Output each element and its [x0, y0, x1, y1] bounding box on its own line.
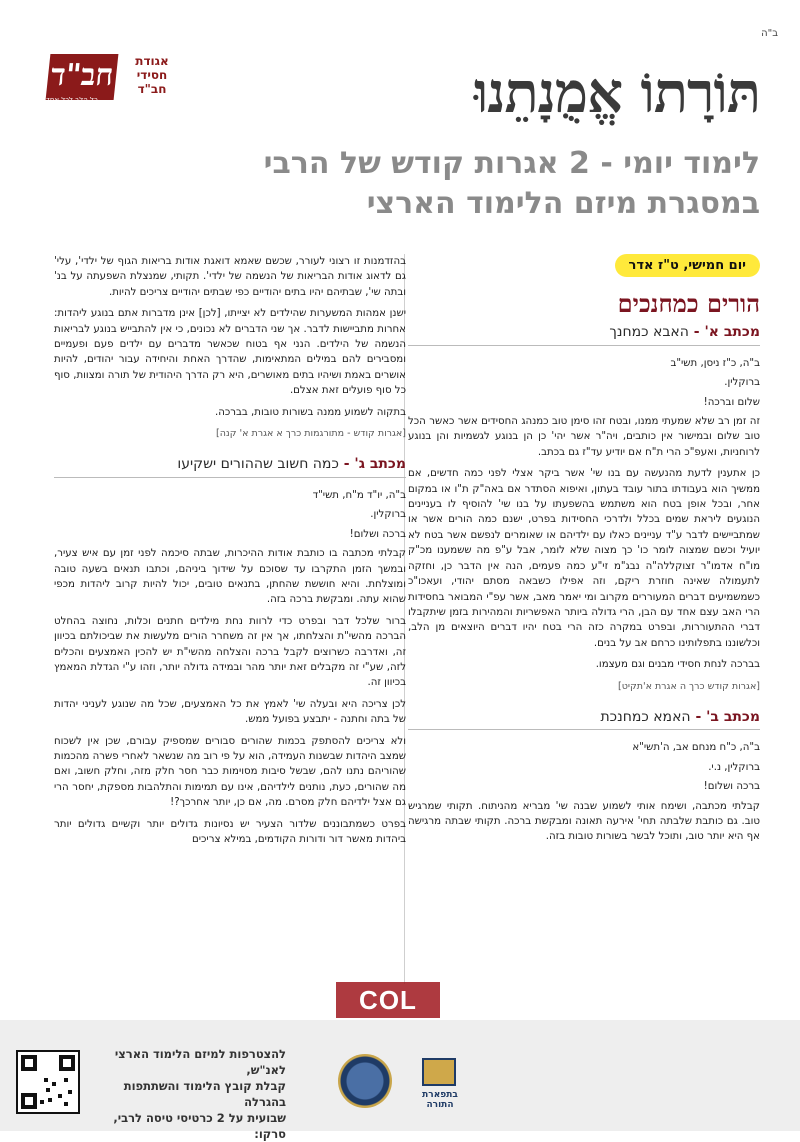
logo-slogan: כל הלב לכל אחד [46, 96, 98, 104]
logo-mark: חב"ד [46, 54, 119, 100]
torah-institute-logo-icon [408, 1052, 472, 1110]
letter-a-date: ב"ה, כ"ז ניסן, תשי"ב [670, 357, 760, 369]
letter-b-paragraph: קבלתי מכתבה, ושימח אותי לשמוע שבנה שי' מבריא מהניתוח. תקותי שמרגיש טוב. גם כותבת שלבתה תחי' אירעה תאונה ומבקשת ברכה. תקותי שבתה מרגישה אף היא יותר טוב, ותוכל לבשר בשורות טובות בזה. [408, 800, 760, 843]
letter-b-date: ב"ה, כ"ח מנחם אב, ה'תשי"א [632, 742, 760, 754]
left-column [54, 254, 406, 853]
seal-label: בתפארת התורה [422, 1090, 458, 1110]
letter-c-greeting: ברכה ושלום! [349, 528, 406, 540]
letter-a-paragraph: כן אתענין לדעת מהנעשה עם בנו שי' אשר ביקר אצלי לפני כמה חדשים, אם ממשיך הוא בעבודתו בתור עובד בעתון, ואיפוא הסתדר אם באה"ק ת"ו או במקום אחר, ובכל אופן בטח הוא משתמש בהשפעתו על בנו שי' להוסיף לו בעניינים הנוגעים ליראת שמים בכלל ולדרכי החסידות בפרט, ישנם כמה הורים אשר או שמתביישים לדבר ע"ד עניינים כאלו עם ילדיהם או שאומרים לנפשם אשר בטח לא יועיל וכשם שמצוה לומר כו' כך מצוה שלא לומר, אבל ע"פ מה ששמענו מכ"ק מו"ח אדמו"ר זצוקללה"ה נבג"מ זי"ע כמה פעמים, הנה אין הדבר כן, וחזקה לתעמולה שאינה חוזרת ריקם, וזה אפילו כשבאה מסתם יהודי, ועאכו"כ כשמשמיעים דברים המעוררים מקרוב ומי יאמר מאב, אשר עפ"י המבואר בחסידות הרי האב עצם אחד עם הבן, הרי גדולה ביותר האפשריות והמהירות בזמן שיתקבלו דברי ההתעוררות, ובפרט במקרה כזה הרי בטח יהיו דברים היוצאים מן הלב, וכלשוננו בתפלותינו כרחם אב על בנים. [408, 468, 760, 649]
letter-a-place: ברוקלין. [724, 377, 760, 389]
letter-b-continued-paragraph: בהזדמנות זו רצוני לעורר, שכשם שאמא דואגת אודות בריאות הגוף של ילדי', עלי' גם לדאוג אודות הבריאות של הנשמה של ילדי'. תקותי, שמנצלת השפעתה על בנ' ובתה שי', שבתיהם יהיו בתים יהודיים כפי שבתים יהודיים צריכים להיות. [54, 256, 406, 298]
letter-c-paragraph: לכן צריכה היא ובעלה שי' לאמץ את כל האמצעים, שכל מה שנוגע לעניני יהדות של בתה וחתנה - יתבצע בפועל ממש. [54, 698, 406, 726]
logo-org-name: אגודת חסידי חב"ד [135, 54, 169, 96]
letter-a-paragraph: זה זמן רב שלא שמעתי ממנו, ובטח זהו סימן טוב כמנהג החסידים אשר כאשר הכל טוב שלום ובמישור אין כותבים, ויה"ר אשר יהי' כן הן בנוגע לגשמיות והן בנוגע לרוחניות, ואעפ"כ הרי ת"ח אם יודיע עד"ז גם בכתב. [408, 416, 760, 458]
bh-mark: ב"ה [761, 28, 778, 39]
letter-c-heading [54, 457, 406, 477]
letter-b-heading [408, 710, 760, 730]
subtitle-line-1: לימוד יומי - 2 אגרות קודש של הרבי [263, 146, 760, 181]
letter-c-paragraph: ולא צריכים להסתפק בכמות שהורים סבורים שמספיק עבורם, שכן אין לשכוח שמצב היהדות שבשנות העמידה, הוא על פי רוב מה שנשאר לאחרי פשרה מהכמות שהוריהם נתנו להם, שבשל סיבות מסוימות כבר חסר חלק מזה, וחלק חשוב, ואם מה שהורים, כעת, נותנים לילדיהם, אינו עם תמימות והתלהבות מספקת, יחסר הרי גם אצל ילדיהם חלק מסרם. מה, אם כן, יותר אחרכך?! [54, 735, 406, 809]
letter-b-greeting: ברכה ושלום! [703, 781, 760, 793]
footer-line-3: שבועית על 2 כרטיסי טיסה לרבי, סרקו: [113, 1111, 286, 1141]
letter-b-place: ברוקלין, נ.י. [708, 761, 760, 773]
letter-a-greeting: שלום וברכה! [703, 396, 760, 408]
letter-c-paragraph: בפרט כשמתבוננים שלדור הצעיר יש נסיונות גדולים יותר וקשיים גדולים יותר ביהדות מאשר דור ודורות הקודמים, במילא צריכים [54, 818, 406, 845]
letter-c-paragraph: קבלתי מכתבה בו כותבת אודות ההיכרות, שבתה סיכמה לפני זמן עם איש צעיר, ובמשך הזמן התקרבו עד שסוכם על שידוך ביניהם, וכתבו תנאים בשעה טובה ומוצלחת. והיא חוששת שהחתן, בתנאים טובים, יכול להיות קרוב ליהדות מכפי שהוא עתה. ומבקשת ברכה בזה. [54, 548, 406, 606]
subtitle-line-2: במסגרת מיזם הלימוד הארצי [366, 186, 760, 221]
col-watermark: COL [336, 982, 440, 1018]
letter-a-label: מכתב א' - [688, 324, 760, 341]
letter-b-closing: בתקוה לשמוע ממנה בשורות טובות, בברכה. [215, 406, 406, 418]
building-seal-icon [338, 1054, 392, 1108]
letter-a-closing: בברכה לנחת חסידי מבנים וגם מעצמו. [595, 659, 760, 671]
right-column [408, 254, 760, 851]
letter-a-source: [אגרות קודש כרך ה אגרת א'תקיט] [617, 680, 760, 692]
letter-c-paragraph: ברור שלכל דבר ובפרט כדי לרוות נחת מילדים חתנים וכלות, נחוצה בהחלט הברכה מהשי"ת והצלחתו, אך אין זה משחרר הורים מלעשות את שביכולתם בכיוון זה, ואדרבה כשרוצים לקבל ברכה והצלחה מהשי"ת יש להכין האמצעים והכלים לזה, שע"י זה מקבלים זאת יותר מהר ובמידה גדולה יותר, וזהו ע"י הגדלת המאמץ בכיוון זה. [54, 615, 406, 689]
letter-a-subheading: האבא כמחנך [609, 324, 689, 341]
letter-c-date: ב"ה, יו"ד מ"ח, תשי"ד [312, 489, 406, 501]
letter-b-continued-paragraph: ישנן אמהות המשערות שהילדים לא יצייתו, [לכן] אינן מדברות אתם בנוגע ליהדות: אחרות מתביישות לדבר. אך שני הדברים לא נכונים, כי אין להתבייש בנוגע לבריאות הנשמה של הילדים. הנני אף בטוח שכאשר מדברים עם ילדים פעם ופעמיים ומסבירים להם במילים המתאימות, שהדרך האחת והיחידה עבור יהודים, להיות אושרים באמת ושיהיו בתים מאושרים, היא רק הדרך היהודית של תורה ומצוות, סוף כל סוף פועלים זאת אצלם. [54, 308, 406, 397]
day-badge: יום חמישי, ט"ז אדר [615, 254, 760, 277]
letter-c-label: מכתב ג' - [338, 456, 406, 473]
chabad-logo [20, 52, 200, 104]
letter-a-heading [408, 325, 760, 345]
letter-c-place: ברוקלין. [370, 509, 406, 521]
footer-line-1: להצטרפות למיזם הלימוד הארצי לאנ"ש, [114, 1047, 286, 1077]
letter-b-source: [אגרות קודש - מתורגמות כרך א אגרת א' קנה] [216, 428, 406, 440]
letter-b-subheading: האמא כמחנכת [600, 708, 691, 725]
page-title: תּוֹרָתוֹ אֱמֻנָתֵנוּ [473, 60, 760, 126]
footer-signup-text [96, 1046, 286, 1142]
footer-line-2: קבלת קובץ הלימוד והשתתפות בהגרלה [123, 1079, 286, 1109]
qr-code-icon[interactable] [16, 1050, 80, 1114]
section-title: הורים כמחנכים [617, 289, 760, 319]
letter-b-label: מכתב ב' - [690, 708, 760, 725]
letter-c-subheading: כמה חשוב שההורים ישקיעו [177, 456, 339, 473]
